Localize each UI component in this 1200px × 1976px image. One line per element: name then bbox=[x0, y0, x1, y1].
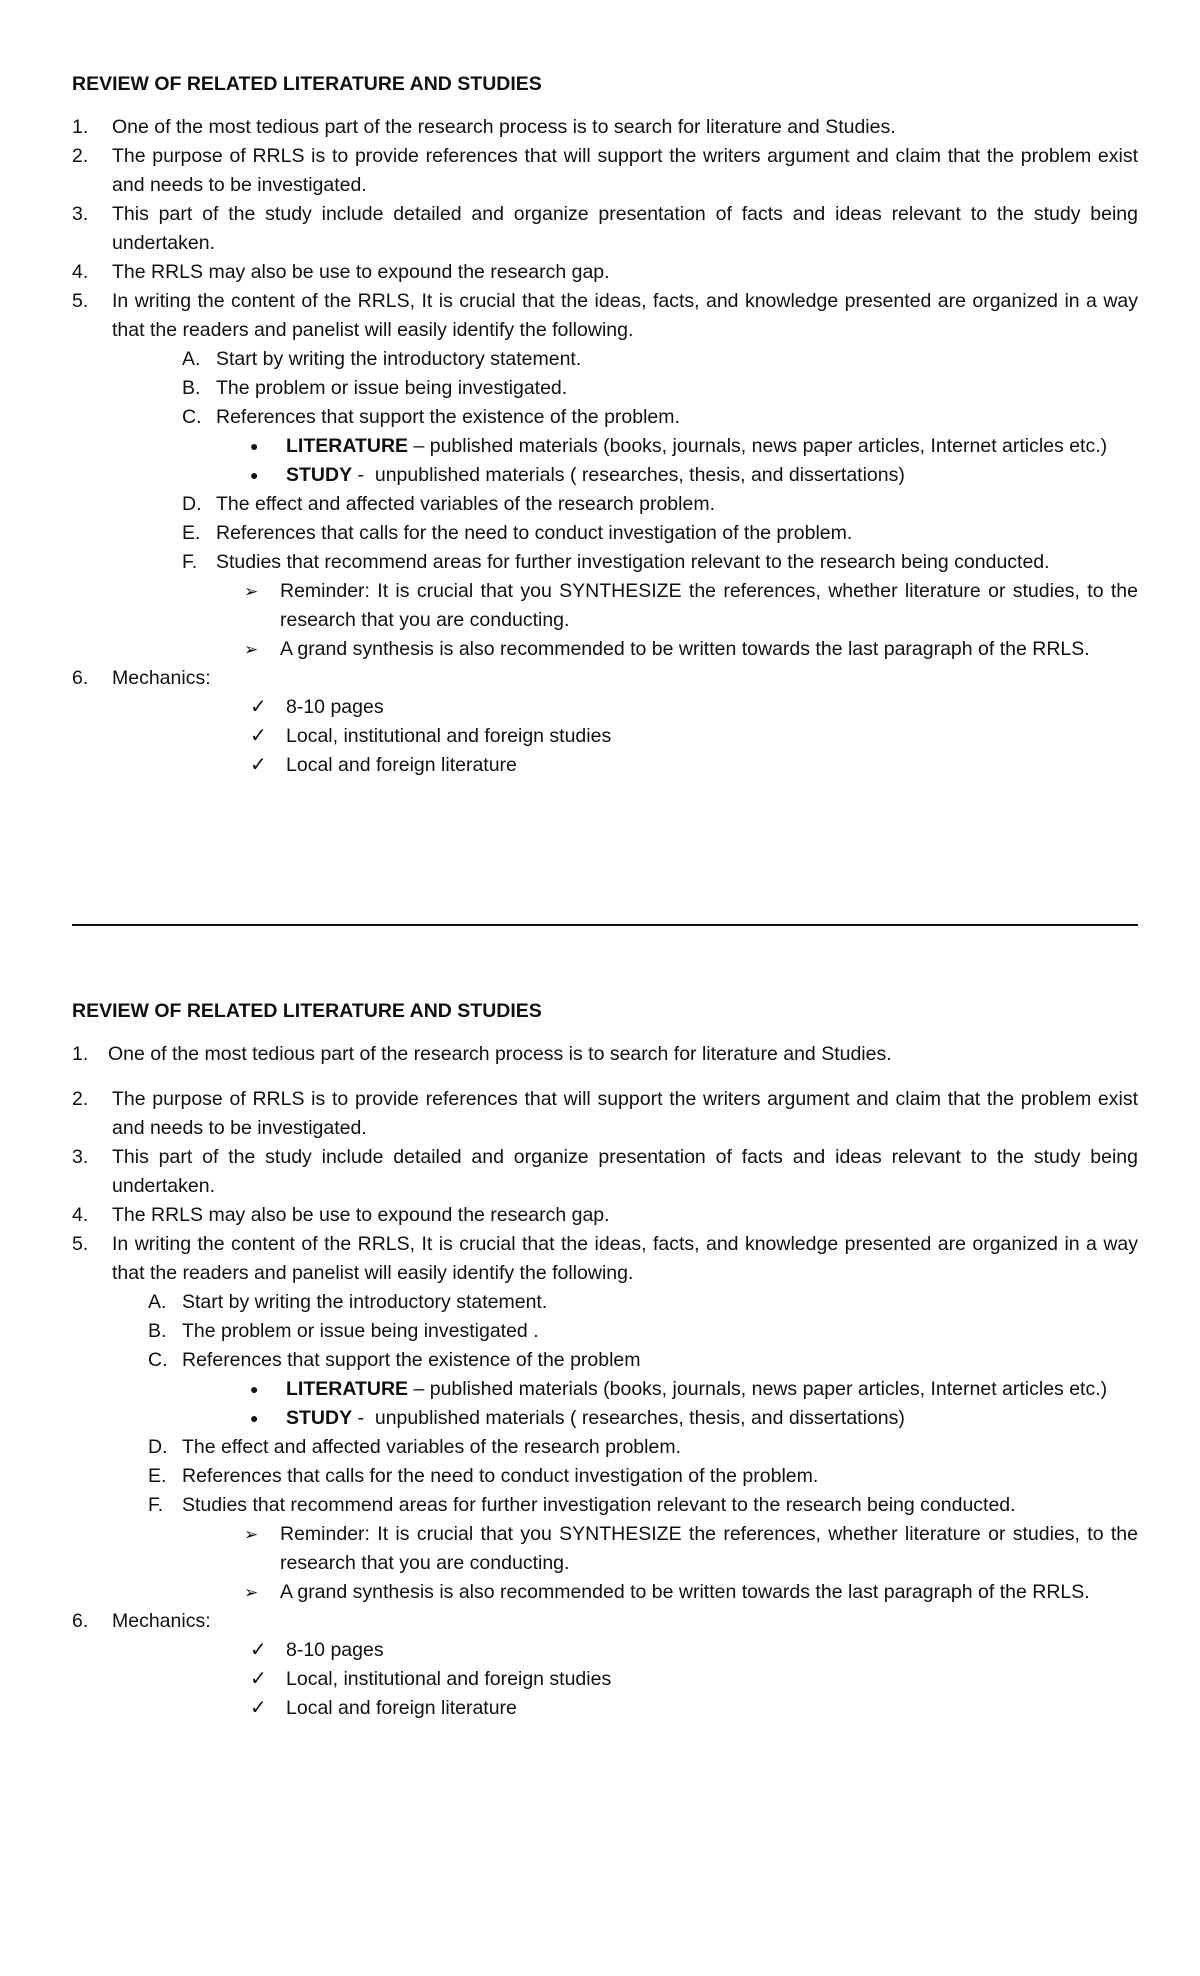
check-item: ✓ 8-10 pages bbox=[72, 1636, 1138, 1665]
arrow-icon: ➢ bbox=[244, 1583, 259, 1602]
bullet-icon: ● bbox=[250, 438, 259, 454]
list-item-3: 3. This part of the study include detailed and organize presentation of facts and ideas relevant to the study being undertaken. bbox=[72, 1146, 1138, 1197]
sub-item-b: B. The problem or issue being investigated . bbox=[148, 1320, 539, 1342]
bullet-study: ● STUDY - unpublished materials ( researches, thesis, and dissertations) bbox=[72, 461, 1138, 490]
bullet-literature: ● LITERATURE – published materials (books, journals, news paper articles, Internet articles etc.) bbox=[72, 1375, 1138, 1404]
sub-item-f: F. Studies that recommend areas for further investigation relevant to the research being conducted. bbox=[148, 1494, 1016, 1516]
check-icon: ✓ bbox=[250, 1697, 267, 1719]
list-item-2: 2. The purpose of RRLS is to provide references that will support the writers argument and claim that the problem exist and needs to be investigated. bbox=[72, 145, 1138, 196]
sub-item-c: C. References that support the existence of the problem. bbox=[182, 406, 680, 428]
arrow-item-synthesis: ➢ A grand synthesis is also recommended to be written towards the last paragraph of the RRLS. bbox=[72, 1578, 1138, 1607]
check-icon: ✓ bbox=[250, 1668, 267, 1690]
section-divider bbox=[72, 924, 1138, 926]
sub-item-f: F. Studies that recommend areas for further investigation relevant to the research being conducted. bbox=[182, 551, 1050, 573]
check-icon: ✓ bbox=[250, 1639, 267, 1661]
sub-item-a: A. Start by writing the introductory statement. bbox=[148, 1291, 548, 1313]
bullet-icon: ● bbox=[250, 1381, 259, 1397]
bullet-icon: ● bbox=[250, 467, 259, 483]
sub-item-e: E. References that calls for the need to conduct investigation of the problem. bbox=[148, 1465, 819, 1487]
check-item: ✓ Local, institutional and foreign studies bbox=[72, 722, 1138, 751]
sub-item-b: B. The problem or issue being investigated. bbox=[182, 377, 568, 399]
check-item: ✓ Local and foreign literature bbox=[72, 751, 1138, 780]
arrow-icon: ➢ bbox=[244, 1525, 259, 1544]
check-item: ✓ 8-10 pages bbox=[72, 693, 1138, 722]
list-item-5: 5. In writing the content of the RRLS, It is crucial that the ideas, facts, and knowledge presented are organized in a way that the readers and panelist will easily identify the following. bbox=[72, 1233, 1138, 1284]
bullet-study: ● STUDY - unpublished materials ( researches, thesis, and dissertations) bbox=[72, 1404, 1138, 1433]
list-item-1: 1. One of the most tedious part of the research process is to search for literature and Studies. bbox=[72, 1043, 892, 1065]
arrow-icon: ➢ bbox=[244, 640, 259, 659]
check-icon: ✓ bbox=[250, 696, 267, 718]
list-item-3: 3. This part of the study include detailed and organize presentation of facts and ideas relevant to the study being undertaken. bbox=[72, 203, 1138, 254]
arrow-icon: ➢ bbox=[244, 582, 259, 601]
arrow-item-reminder: ➢ Reminder: It is crucial that you SYNTHESIZE the references, whether literature or studies, to the research that you are conducting. bbox=[72, 577, 1138, 635]
sub-item-d: D. The effect and affected variables of the research problem. bbox=[148, 1436, 681, 1458]
bullet-literature: ● LITERATURE – published materials (books, journals, news paper articles, Internet articles etc.) bbox=[72, 432, 1138, 461]
list-item-6: 6. Mechanics: bbox=[72, 1610, 211, 1632]
sub-item-a: A. Start by writing the introductory statement. bbox=[182, 348, 582, 370]
check-icon: ✓ bbox=[250, 754, 267, 776]
section-1 bbox=[72, 70, 1138, 780]
bullet-icon: ● bbox=[250, 1410, 259, 1426]
list-item-5: 5. In writing the content of the RRLS, It is crucial that the ideas, facts, and knowledge presented are organized in a way that the readers and panelist will easily identify the following. bbox=[72, 290, 1138, 341]
sub-item-c: C. References that support the existence of the problem bbox=[148, 1349, 641, 1371]
section-2 bbox=[72, 997, 1138, 1723]
check-item: ✓ Local and foreign literature bbox=[72, 1694, 1138, 1723]
list-item-1: 1. One of the most tedious part of the research process is to search for literature and Studies. bbox=[72, 116, 896, 138]
section-title: REVIEW OF RELATED LITERATURE AND STUDIES bbox=[72, 73, 542, 95]
arrow-item-reminder: ➢ Reminder: It is crucial that you SYNTHESIZE the references, whether literature or studies, to the research that you are conducting. bbox=[72, 1520, 1138, 1578]
arrow-item-synthesis: ➢ A grand synthesis is also recommended to be written towards the last paragraph of the RRLS. bbox=[72, 635, 1138, 664]
list-item-4: 4. The RRLS may also be use to expound the research gap. bbox=[72, 1204, 610, 1226]
check-item: ✓ Local, institutional and foreign studies bbox=[72, 1665, 1138, 1694]
list-item-2: 2. The purpose of RRLS is to provide references that will support the writers argument and claim that the problem exist and needs to be investigated. bbox=[72, 1088, 1138, 1139]
check-icon: ✓ bbox=[250, 725, 267, 747]
section-title: REVIEW OF RELATED LITERATURE AND STUDIES bbox=[72, 1000, 542, 1022]
sub-item-e: E. References that calls for the need to conduct investigation of the problem. bbox=[182, 522, 853, 544]
sub-item-d: D. The effect and affected variables of the research problem. bbox=[182, 493, 715, 515]
list-item-6: 6. Mechanics: bbox=[72, 667, 211, 689]
list-item-4: 4. The RRLS may also be use to expound the research gap. bbox=[72, 261, 610, 283]
